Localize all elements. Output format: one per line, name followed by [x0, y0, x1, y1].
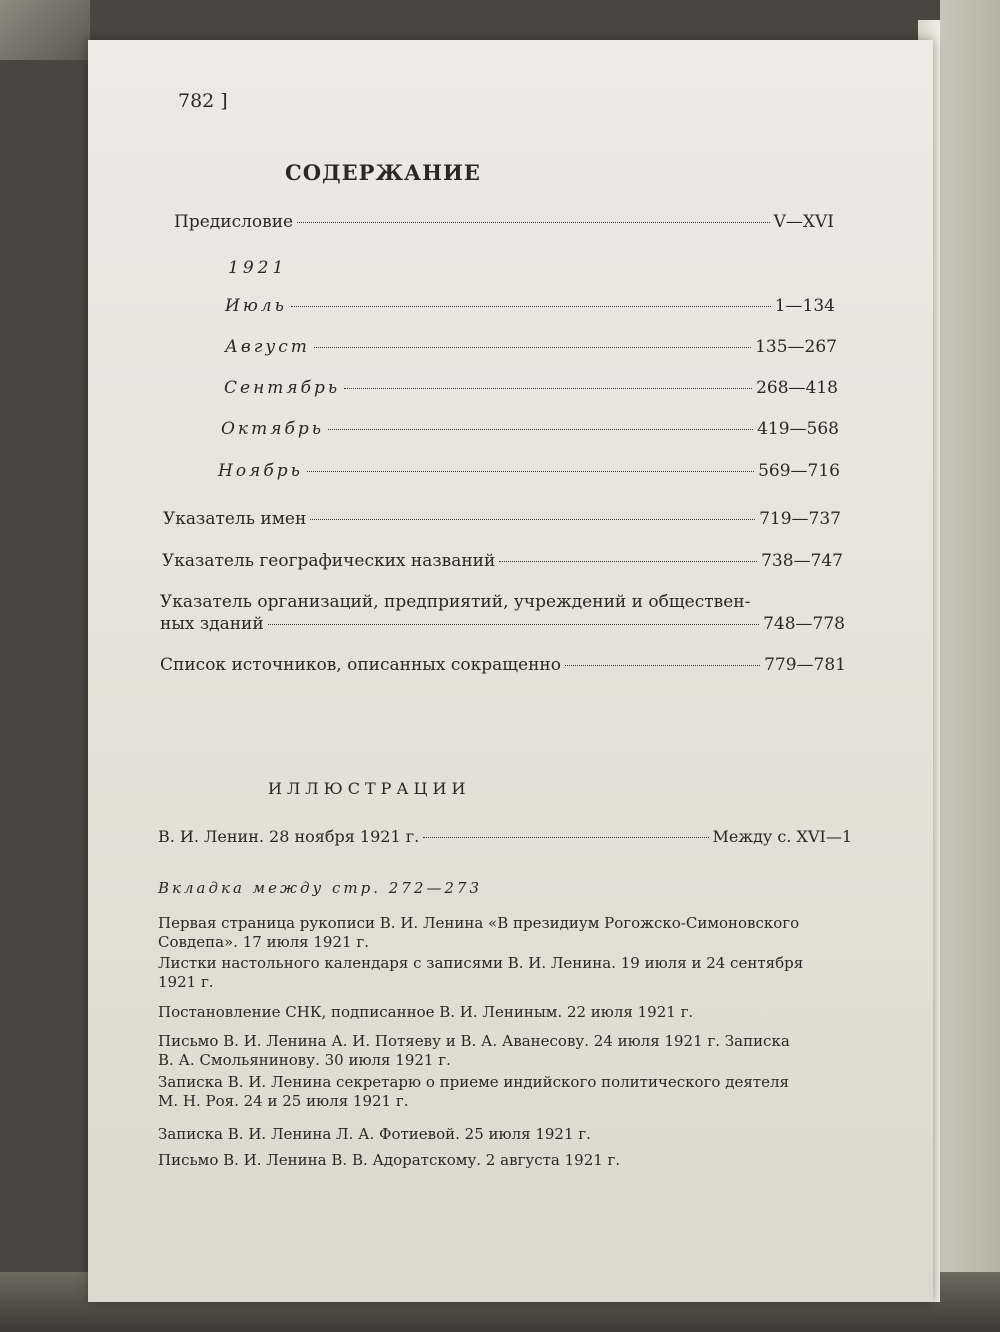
- illustration-item-line: Письмо В. И. Ленина А. И. Потяеву и В. А. Аванесову. 24 июля 1921 г. Записка: [158, 1032, 790, 1050]
- toc-label: Предисловие: [174, 212, 294, 232]
- illustration-item-line: Листки настольного календаря с записями В. И. Ленина. 19 июля и 24 сентября: [158, 954, 804, 972]
- toc-pages: 719—737: [759, 509, 841, 529]
- toc-label: Сентябрь: [224, 378, 341, 398]
- toc-pages: 748—778: [763, 614, 845, 634]
- toc-pages: 1—134: [774, 296, 835, 316]
- toc-year: 1921: [228, 258, 288, 278]
- toc-row-month: [224, 378, 838, 398]
- toc-row-month: [218, 461, 840, 481]
- toc-label: Октябрь: [221, 419, 324, 439]
- illustration-item: [158, 1073, 789, 1111]
- toc-label: ных зданий: [160, 614, 264, 634]
- toc-label: Ноябрь: [218, 461, 303, 481]
- illustration-item-line: Постановление СНК, подписанное В. И. Лениным. 22 июля 1921 г.: [158, 1003, 694, 1021]
- illustration-item: [158, 1151, 620, 1170]
- toc-pages: 135—267: [755, 337, 837, 357]
- toc-row-index: [163, 509, 841, 529]
- contents-title: СОДЕРЖАНИЕ: [285, 160, 481, 185]
- illustration-item: [158, 914, 799, 952]
- toc-leader: [344, 388, 752, 389]
- illustration-item: [158, 1003, 693, 1022]
- illustrations-title: ИЛЛЮСТРАЦИИ: [268, 779, 471, 798]
- illustration-item: [158, 1032, 790, 1070]
- toc-row-month: [225, 337, 837, 357]
- toc-pages: 569—716: [758, 461, 840, 481]
- toc-label: Июль: [225, 296, 287, 316]
- illustration-item: [158, 1125, 591, 1144]
- illustration-frontispiece: [158, 827, 852, 846]
- toc-label: Список источников, описанных сокращенно: [160, 655, 561, 675]
- toc-pages: 419—568: [757, 419, 839, 439]
- insert-heading: Вкладка между стр. 272—273: [158, 879, 483, 897]
- toc-leader: [291, 306, 771, 307]
- background-top-left: [0, 0, 90, 60]
- toc-row-month: [221, 419, 839, 439]
- toc-pages: V—XVI: [773, 212, 834, 232]
- toc-leader: [307, 471, 754, 472]
- toc-row-index: [160, 655, 846, 675]
- toc-leader: [328, 429, 753, 430]
- illustration-item-line: Первая страница рукописи В. И. Ленина «В президиум Рогожско-Симоновского: [158, 914, 800, 932]
- page-number: 782 ]: [178, 90, 228, 112]
- background-right-strip: [940, 0, 1000, 1332]
- toc-leader: [499, 561, 757, 562]
- illustration-item-line: Совдепа». 17 июля 1921 г.: [158, 933, 369, 951]
- toc-pages: 268—418: [756, 378, 838, 398]
- toc-row-index: [162, 551, 843, 571]
- toc-row-month: [225, 296, 835, 316]
- illustration-item-line: В. А. Смольянинову. 30 июля 1921 г.: [158, 1051, 451, 1069]
- illustration-label: В. И. Ленин. 28 ноября 1921 г.: [158, 827, 420, 846]
- toc-label: Август: [225, 337, 310, 357]
- illustration-leader: [423, 837, 708, 838]
- toc-pages: 738—747: [761, 551, 843, 571]
- illustration-item-line: Письмо В. И. Ленина В. В. Адоратскому. 2 августа 1921 г.: [158, 1151, 621, 1169]
- illustration-item-line: М. Н. Роя. 24 и 25 июля 1921 г.: [158, 1092, 409, 1110]
- illustration-item-line: Записка В. И. Ленина Л. А. Фотиевой. 25 июля 1921 г.: [158, 1125, 591, 1143]
- toc-label: Указатель географических названий: [162, 551, 496, 571]
- illustration-item: [158, 954, 803, 992]
- toc-row-preface: [174, 212, 834, 232]
- illustration-item-line: Записка В. И. Ленина секретарю о приеме индийского политического деятеля: [158, 1073, 789, 1091]
- toc-label-line1: Указатель организаций, предприятий, учреждений и обществен-: [160, 592, 751, 612]
- toc-pages: 779—781: [764, 655, 846, 675]
- toc-leader: [314, 347, 751, 348]
- toc-leader: [310, 519, 755, 520]
- illustration-item-line: 1921 г.: [158, 973, 214, 991]
- toc-leader: [268, 624, 759, 625]
- toc-row-index: [160, 614, 845, 634]
- toc-leader: [297, 222, 770, 223]
- illustration-pages: Между с. XVI—1: [712, 827, 852, 846]
- toc-label: Указатель имен: [163, 509, 307, 529]
- toc-leader: [565, 665, 760, 666]
